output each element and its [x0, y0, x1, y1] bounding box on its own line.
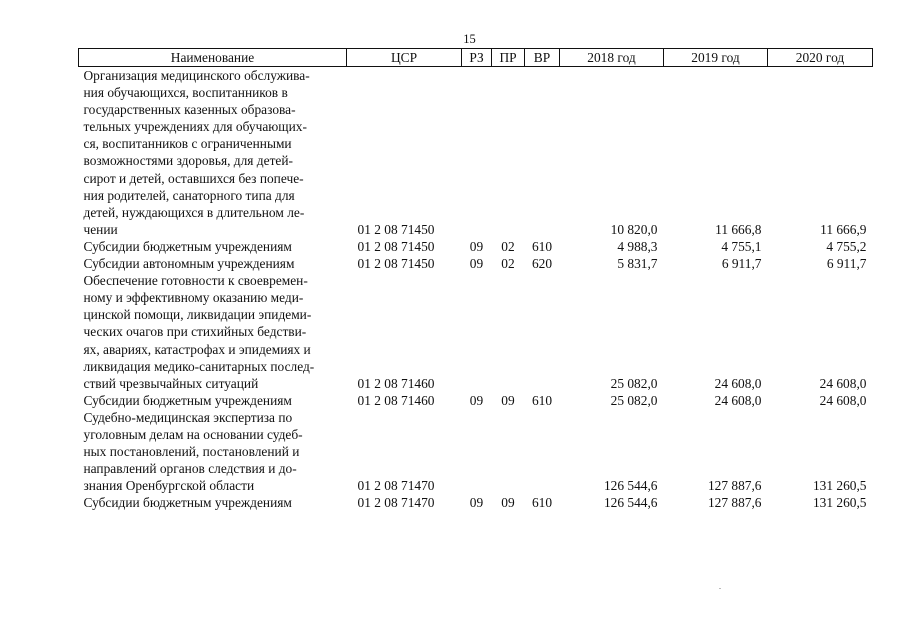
- cell-pr: [492, 67, 525, 238]
- cell-2020: 131 260,5: [812, 478, 867, 494]
- cell-name-line: Обеспечение готовности к своевремен-: [83, 273, 308, 289]
- budget-table: [78, 48, 873, 511]
- cell-rz: [462, 272, 492, 392]
- cell-name-line: детей, нуждающихся в длительном ле-: [83, 204, 305, 220]
- header-rz: РЗ: [462, 49, 492, 67]
- cell-vr: [525, 67, 560, 238]
- cell-2019: 24 608,0: [714, 375, 762, 391]
- cell-2020: 11 666,9: [820, 221, 867, 237]
- cell-pr: [492, 409, 525, 494]
- table-row: [79, 392, 873, 409]
- cell-name-line: знания Оренбургской области: [83, 478, 255, 494]
- cell-name-line: Субсидии бюджетным учреждениям: [83, 392, 292, 408]
- cell-name-line: ния обучающихся, воспитанников в: [83, 85, 288, 101]
- cell-2018: 126 544,6: [603, 478, 658, 494]
- cell-name-line: ных постановлений, постановлений и: [83, 444, 300, 460]
- cell-name: [79, 409, 347, 494]
- cell-name: [79, 255, 347, 272]
- header-vr: ВР: [525, 49, 560, 67]
- cell-2019: 4 755,1: [721, 238, 762, 254]
- table-header-row: [79, 49, 873, 67]
- cell-name-line: чении: [83, 221, 118, 237]
- cell-rz: [462, 67, 492, 238]
- cell-rz: 09: [469, 256, 484, 272]
- cell-name-line: сирот и детей, оставшихся без попече-: [83, 170, 304, 186]
- table-row: [79, 255, 873, 272]
- cell-2019: 24 608,0: [714, 392, 762, 408]
- cell-pr: 02: [501, 238, 515, 254]
- cell-2020: 24 608,0: [819, 375, 867, 391]
- cell-csr: 01 2 08 71470: [357, 478, 435, 494]
- header-year-2020: 2020 год: [768, 49, 873, 67]
- scan-speck: [719, 588, 721, 589]
- cell-csr: 01 2 08 71460: [357, 375, 435, 391]
- table-row: [79, 494, 873, 511]
- table-row: [79, 238, 873, 255]
- cell-name-line: ния родителей, санаторного типа для: [83, 187, 295, 203]
- cell-name-line: ствий чрезвычайных ситуаций: [83, 375, 259, 391]
- cell-name-line: Судебно-медицинская экспертиза по: [83, 409, 293, 425]
- cell-rz: 09: [469, 392, 484, 408]
- cell-name-line: ях, авариях, катастрофах и эпидемиях и: [83, 341, 311, 357]
- cell-name: [79, 238, 347, 255]
- header-name: Наименование: [79, 49, 347, 67]
- cell-csr: 01 2 08 71460: [357, 392, 435, 408]
- cell-pr: 02: [501, 256, 515, 272]
- cell-csr: 01 2 08 71450: [357, 256, 435, 272]
- cell-vr: 620: [531, 256, 553, 272]
- cell-name-line: государственных казенных образова-: [83, 102, 296, 118]
- cell-name-line: ся, воспитанников с ограниченными: [83, 136, 292, 152]
- cell-name: [79, 67, 347, 238]
- cell-2019: 11 666,8: [715, 221, 762, 237]
- cell-name-line: Субсидии бюджетным учреждениям: [83, 238, 292, 254]
- cell-2018: 25 082,0: [610, 392, 658, 408]
- cell-rz: [462, 409, 492, 494]
- table-row: [79, 67, 873, 238]
- cell-2020: 131 260,5: [812, 495, 867, 511]
- cell-name-line: ликвидация медико-санитарных послед-: [83, 358, 315, 374]
- cell-csr: 01 2 08 71450: [357, 238, 435, 254]
- cell-vr: [525, 409, 560, 494]
- page-number: 15: [463, 32, 476, 46]
- cell-name: [79, 272, 347, 392]
- header-pr: ПР: [492, 49, 525, 67]
- table-body: [79, 67, 873, 512]
- cell-pr: [492, 272, 525, 392]
- cell-vr: 610: [531, 238, 553, 254]
- cell-vr: [525, 272, 560, 392]
- cell-2018: 25 082,0: [610, 375, 658, 391]
- cell-name-line: цинской помощи, ликвидации эпидеми-: [83, 307, 312, 323]
- cell-vr: 610: [531, 392, 553, 408]
- cell-2019: 127 887,6: [707, 495, 762, 511]
- cell-2018: 10 820,0: [610, 221, 658, 237]
- cell-name: [79, 494, 347, 511]
- cell-name-line: возможностями здоровья, для детей-: [83, 153, 293, 169]
- cell-name-line: ческих очагов при стихийных бедстви-: [83, 324, 307, 340]
- header-year-2018: 2018 год: [560, 49, 664, 67]
- header-csr: ЦСР: [347, 49, 462, 67]
- cell-pr: 09: [501, 495, 515, 511]
- cell-2018: 126 544,6: [603, 495, 658, 511]
- cell-rz: 09: [469, 495, 484, 511]
- cell-csr: 01 2 08 71450: [357, 221, 435, 237]
- cell-name-line: ному и эффективному оказанию меди-: [83, 290, 304, 306]
- cell-name-line: направлений органов следствия и до-: [83, 461, 297, 477]
- cell-rz: 09: [469, 238, 484, 254]
- cell-2020: 4 755,2: [826, 238, 867, 254]
- cell-name-line: Субсидии бюджетным учреждениям: [83, 495, 292, 511]
- table-row: [79, 272, 873, 392]
- cell-name-line: Организация медицинского обслужива-: [83, 68, 310, 83]
- cell-csr: 01 2 08 71470: [357, 495, 435, 511]
- cell-2020: 6 911,7: [826, 256, 867, 272]
- cell-2018: 4 988,3: [617, 238, 658, 254]
- cell-name: [79, 392, 347, 409]
- cell-vr: 610: [531, 495, 553, 511]
- cell-name-line: тельных учреждениях для обучающих-: [83, 119, 307, 135]
- cell-name-line: Субсидии автономным учреждениям: [83, 256, 295, 272]
- cell-2020: 24 608,0: [819, 392, 867, 408]
- cell-2019: 6 911,7: [721, 256, 762, 272]
- cell-name-line: уголовным делам на основании судеб-: [83, 426, 303, 442]
- cell-2018: 5 831,7: [617, 256, 658, 272]
- header-year-2019: 2019 год: [664, 49, 768, 67]
- cell-pr: 09: [501, 392, 515, 408]
- table-row: [79, 409, 873, 494]
- cell-2019: 127 887,6: [707, 478, 762, 494]
